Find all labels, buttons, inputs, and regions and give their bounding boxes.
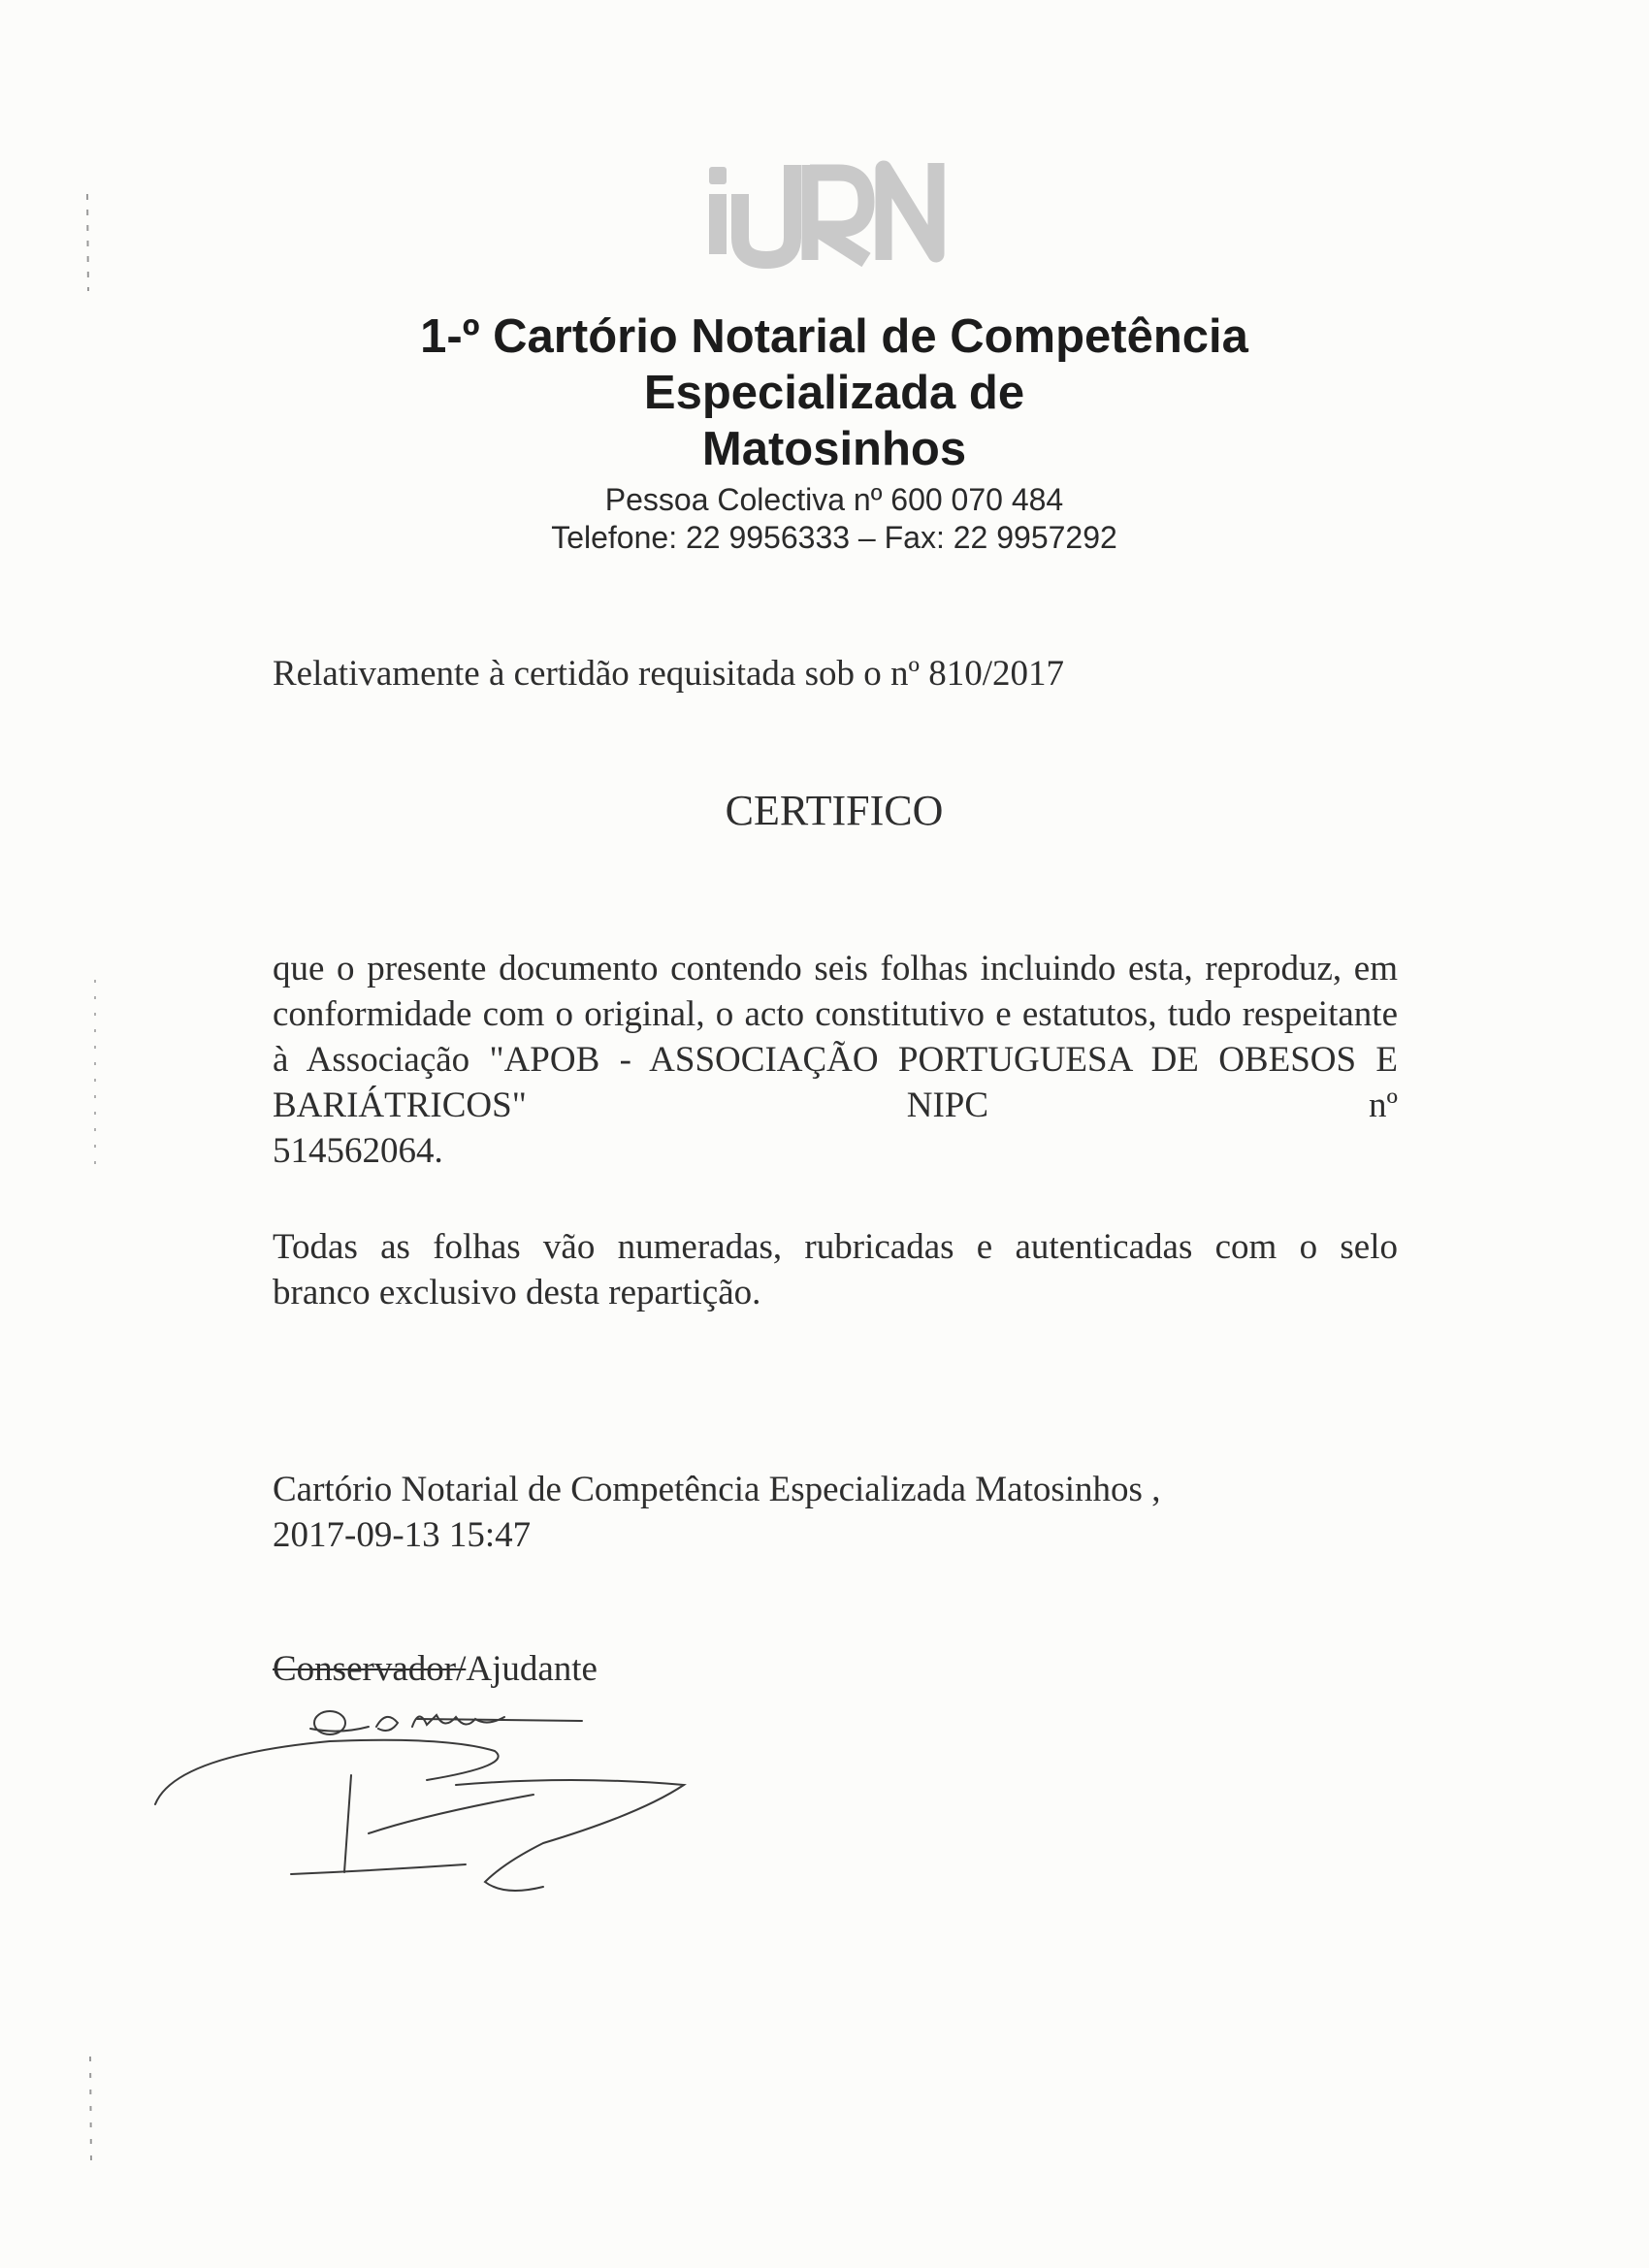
header-title-line3: Matosinhos (701, 423, 967, 475)
certification-paragraph: que o presente documento contendo seis folhas incluindo esta, reproduz, em conformidade com o original, o acto constitutivo e estatutos, tudo respeitante à Associação "APOB - ASSOCIAÇÃO PORTUGUESA DE OBESOS E BARIÁTRICOS" NIPC nº (273, 949, 1398, 1125)
irn-logo (694, 146, 960, 272)
reference-line: Relativamente à certidão requisitada sob o nº 810/2017 (273, 654, 1064, 694)
office-place: Cartório Notarial de Competência Especializada Matosinhos , (273, 1470, 1161, 1509)
header-title-line1: 1-º Cartório Notarial de Competência (420, 310, 1248, 363)
pessoa-colectiva: Pessoa Colectiva nº 600 070 484 (604, 482, 1064, 517)
signer-role (273, 1646, 598, 1692)
phone-fax: Telefone: 22 9956333 – Fax: 22 9957292 (551, 520, 1117, 555)
pages-paragraph (273, 1224, 1398, 1315)
pages-paragraph-line1: Todas as folhas vão numeradas, rubricadas e autenticadas com o selo (273, 1227, 1398, 1267)
pages-paragraph-line2: branco exclusivo desta repartição. (273, 1273, 761, 1312)
handwritten-signature (136, 1688, 737, 1901)
nipc-number: 514562064. (273, 1131, 443, 1171)
issue-datetime: 2017-09-13 15:47 (273, 1515, 532, 1555)
margin-scan-marks (58, 175, 116, 2212)
certifico-heading: CERTIFICO (725, 787, 944, 834)
signer-role-active: Ajudante (466, 1649, 598, 1689)
header-title-line2: Especializada de (643, 367, 1025, 419)
header-title (291, 308, 1377, 477)
signer-role-struck: Conservador/ (273, 1649, 467, 1689)
